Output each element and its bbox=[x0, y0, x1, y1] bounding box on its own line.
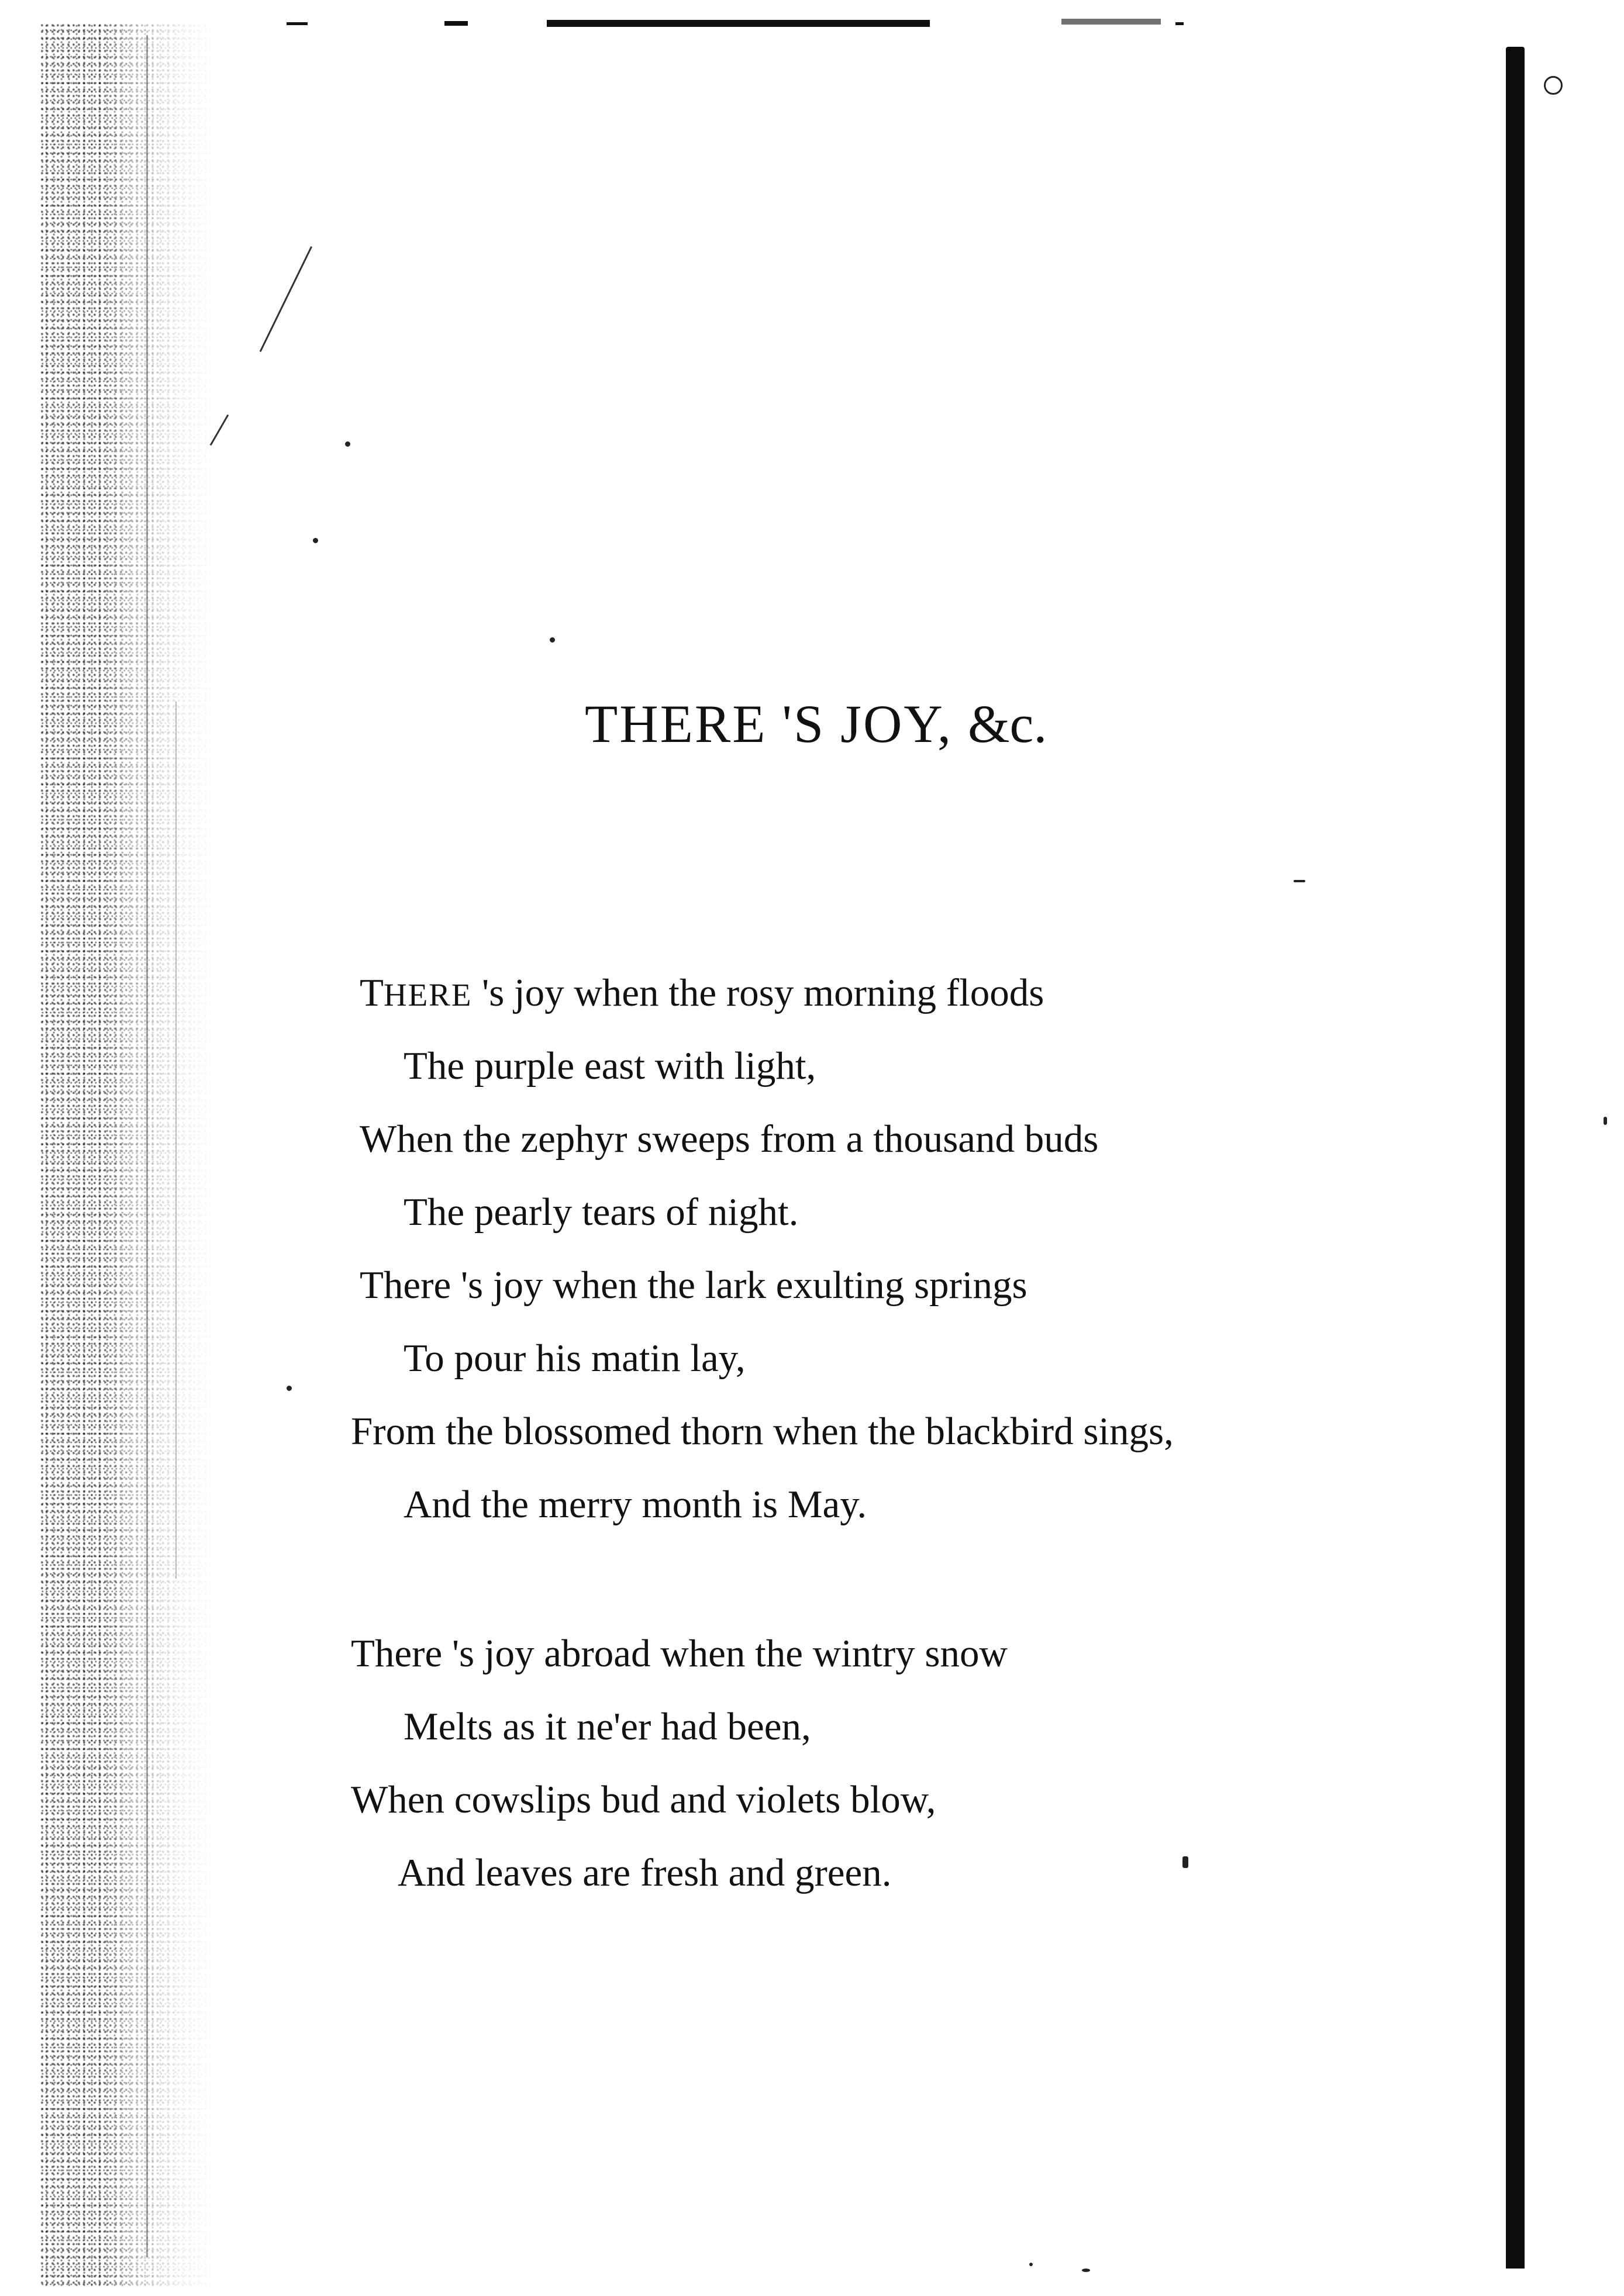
poem-title-main: THERE 'S JOY, bbox=[585, 694, 953, 754]
poem-line: There 's joy abroad when the wintry snow bbox=[351, 1632, 1008, 1675]
poem-line: And leaves are fresh and green. bbox=[398, 1851, 892, 1894]
poem-line: And the merry month is May. bbox=[404, 1483, 867, 1526]
poem-line: Melts as it ne'er had been, bbox=[404, 1705, 811, 1748]
poem-title-suffix: &c. bbox=[967, 694, 1047, 754]
drop-capital: T bbox=[360, 971, 384, 1014]
small-caps-word: HERE bbox=[383, 977, 473, 1013]
poem-line-text: 's joy when the rosy morning floods bbox=[472, 971, 1044, 1014]
poem-line: The pearly tears of night. bbox=[404, 1190, 799, 1234]
poem-line bbox=[360, 973, 1044, 1013]
poem-line: To pour his matin lay, bbox=[404, 1337, 746, 1380]
poem-line: There 's joy when the lark exulting springs bbox=[360, 1263, 1028, 1307]
poem-line: From the blossomed thorn when the blackbird sings, bbox=[351, 1410, 1174, 1453]
poem-line: When cowslips bud and violets blow, bbox=[351, 1778, 936, 1821]
poem-line: The purple east with light, bbox=[404, 1044, 816, 1087]
poem-line: When the zephyr sweeps from a thousand buds bbox=[360, 1117, 1099, 1161]
